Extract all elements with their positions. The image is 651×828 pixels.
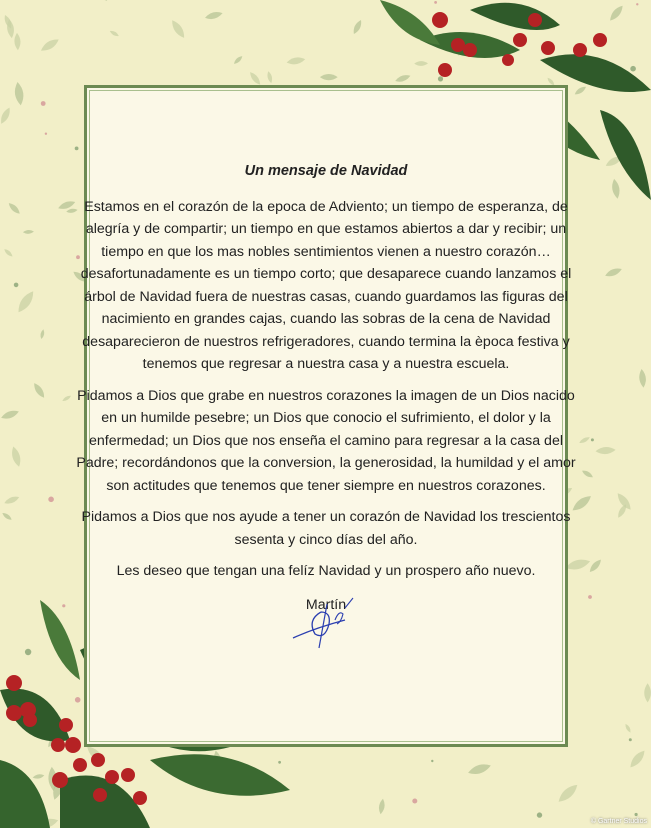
copyright-credit: © Gartner Studios (590, 818, 647, 825)
handwritten-signature (285, 590, 365, 652)
letter-paragraph: Estamos en el corazón de la epoca de Adviento; un tiempo de esperanza, de alegría y de compartir; un tiempo en que estamos abiertos a dar y recibir; un tiempo en que los mas nobles sentimientos vienen a nuestro corazón… desafortunadamente es un tiempo corto; que desaparece cuando lanzamos el árbol de Navidad fuera de nuestras casas, cuando guardamos las figuras del nacimiento en grandes cajas, cuando las sobras de la cena de Navidad desaparecieron de nuestros refrigeradores, cuando termina la època festiva y tenemos que regresar a nuestra casa y a nuestra escuela. (80, 198, 572, 372)
letter-body (76, 160, 576, 616)
letter-title: Un mensaje de Navidad (244, 163, 408, 179)
letter-paragraph: Pidamos a Dios que nos ayude a tener un corazón de Navidad los trescientos sesenta y cinco días del año. (81, 509, 571, 548)
signature-name: Martín (305, 596, 347, 613)
letter-paragraph: Pidamos a Dios que grabe en nuestros corazones la imagen de un Dios nacido en un humilde pesebre; un Dios que conocio el sufrimiento, el dolor y la enfermedad; un Dios que nos enseña el camino para regresar a la casa del Padre; recordándonos que la conversion, la generosidad, la humildad y el amor son actitudes que tenemos que tener siempre en nuestros corazones. (76, 387, 576, 494)
letter-paragraph: Les deseo que tengan una felíz Navidad y un prospero año nuevo. (116, 563, 536, 579)
